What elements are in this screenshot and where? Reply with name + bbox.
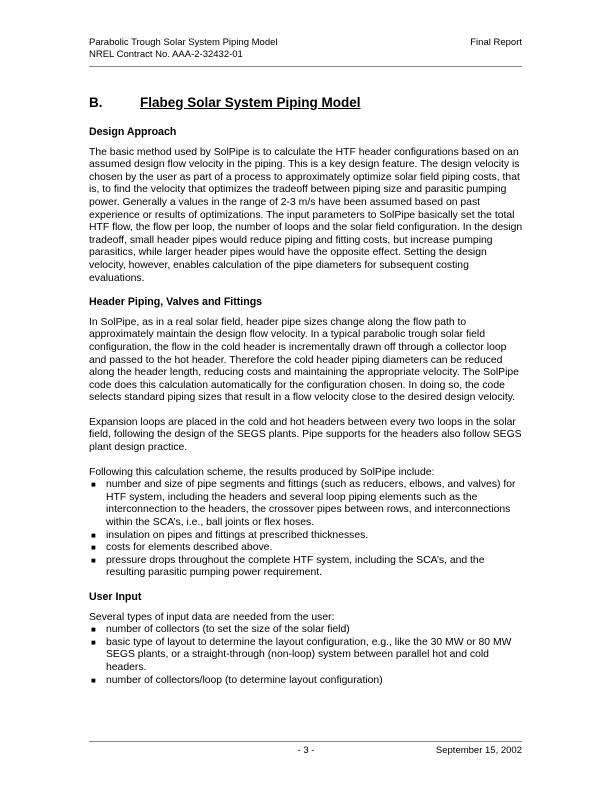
header-title: Parabolic Trough Solar System Piping Model [89, 37, 278, 48]
bullet-square-icon: ■ [91, 625, 96, 635]
list-item-text: basic type of layout to determine the layout configuration, e.g., like the 30 MW or 80 MW SEGS plants, or a straight-through (non-loop) system between parallel hot and cold headers. [106, 636, 512, 673]
bullet-square-icon: ■ [91, 637, 96, 647]
list-item [89, 530, 525, 543]
list-item [89, 675, 525, 688]
list-item [89, 542, 525, 555]
section-name: Flabeg Solar System Piping Model [140, 94, 361, 110]
bullet-square-icon: ■ [91, 480, 96, 490]
footer-divider [89, 741, 522, 742]
design-approach-paragraph: The basic method used by SolPipe is to calculate the HTF header configurations based on an assumed design flow velocity in the piping. This is a key design feature. The design velocity is chosen by the user as part of a process to approximately optimize solar field piping costs, that is, to find the velocity that optimizes the tradeoff between piping size and parasitic pumping power. Generally a values in the range of 2-3 m/s have been assumed based on past experience or results of optimizations. The input parameters to SolPipe basically set the total HTF flow, the flow per loop, the number of loops and the solar field configuration. In the design tradeoff, small header pipes would reduce piping and fitting costs, but increase pumping parasitics, while larger header pipes would have the opposite effect. Setting the design velocity, however, enables calculation of the pipe diameters for subsequent costing evaluations. [89, 146, 523, 284]
list-item-text: insulation on pipes and fittings at prescribed thicknesses. [106, 529, 369, 541]
page-body [89, 92, 525, 687]
header-piping-heading: Header Piping, Valves and Fittings [89, 296, 263, 309]
header-report-type: Final Report [470, 37, 522, 48]
user-input-heading: User Input [89, 591, 142, 603]
results-list [89, 479, 525, 580]
page-number: - 3 - [297, 745, 315, 756]
user-input-paragraph: Several types of input data are needed from the user: [89, 611, 335, 623]
footer-date: September 15, 2002 [435, 745, 522, 756]
header-piping-paragraph-2: Expansion loops are placed in the cold and hot headers between every two loops in the solar field, following the design of the SEGS plants. Pipe supports for the headers also follow SEGS plant design practice. [89, 416, 522, 454]
list-item-text: number of collectors (to set the size of the solar field) [106, 624, 350, 636]
list-item-text: pressure drops throughout the complete HTF system, including the SCA’s, and the resulting parasitic pumping power requirement. [106, 554, 485, 579]
list-item [89, 555, 525, 580]
design-approach-heading: Design Approach [89, 126, 177, 138]
running-header-left [89, 37, 278, 61]
section-title [89, 92, 525, 114]
list-item [89, 624, 525, 637]
list-item [89, 637, 525, 675]
bullet-square-icon: ■ [91, 530, 96, 540]
list-item [89, 479, 525, 529]
header-piping-paragraph-1: In SolPipe, as in a real solar field, header pipe sizes change along the flow path to approximately maintain the design flow velocity. In a typical parabolic trough solar field configuration, the flow in the cold header is incrementally drawn off through a collector loop and passed to the hot header. Therefore the cold header piping diameters can be reduced along the header length, reducing costs and maintaining the appropriate velocity. The SolPipe code does this calculation automatically for the configuration chosen. In doing so, the code selects standard piping sizes that result in a flow velocity close to the desired design velocity. [89, 316, 519, 404]
section-letter: B. [89, 94, 103, 110]
user-input-list [89, 624, 525, 687]
bullet-square-icon: ■ [91, 543, 96, 553]
list-item-text: costs for elements described above. [106, 542, 273, 554]
header-divider [89, 66, 522, 67]
bullet-square-icon: ■ [91, 555, 96, 565]
header-contract: NREL Contract No. AAA-2-32432-01 [89, 49, 243, 60]
header-piping-paragraph-3: Following this calculation scheme, the results produced by SolPipe include: [89, 466, 435, 478]
bullet-square-icon: ■ [91, 675, 96, 685]
list-item-text: number and size of pipe segments and fittings (such as reducers, elbows, and valves) for HTF system, including the headers and several loop piping elements such as the interconnection to the headers, the crossover pipes between rows, and interconnections within the SCA’s, i.e., ball joints or flex hoses. [106, 479, 516, 529]
list-item-text: number of collectors/loop (to determine layout configuration) [106, 674, 383, 686]
